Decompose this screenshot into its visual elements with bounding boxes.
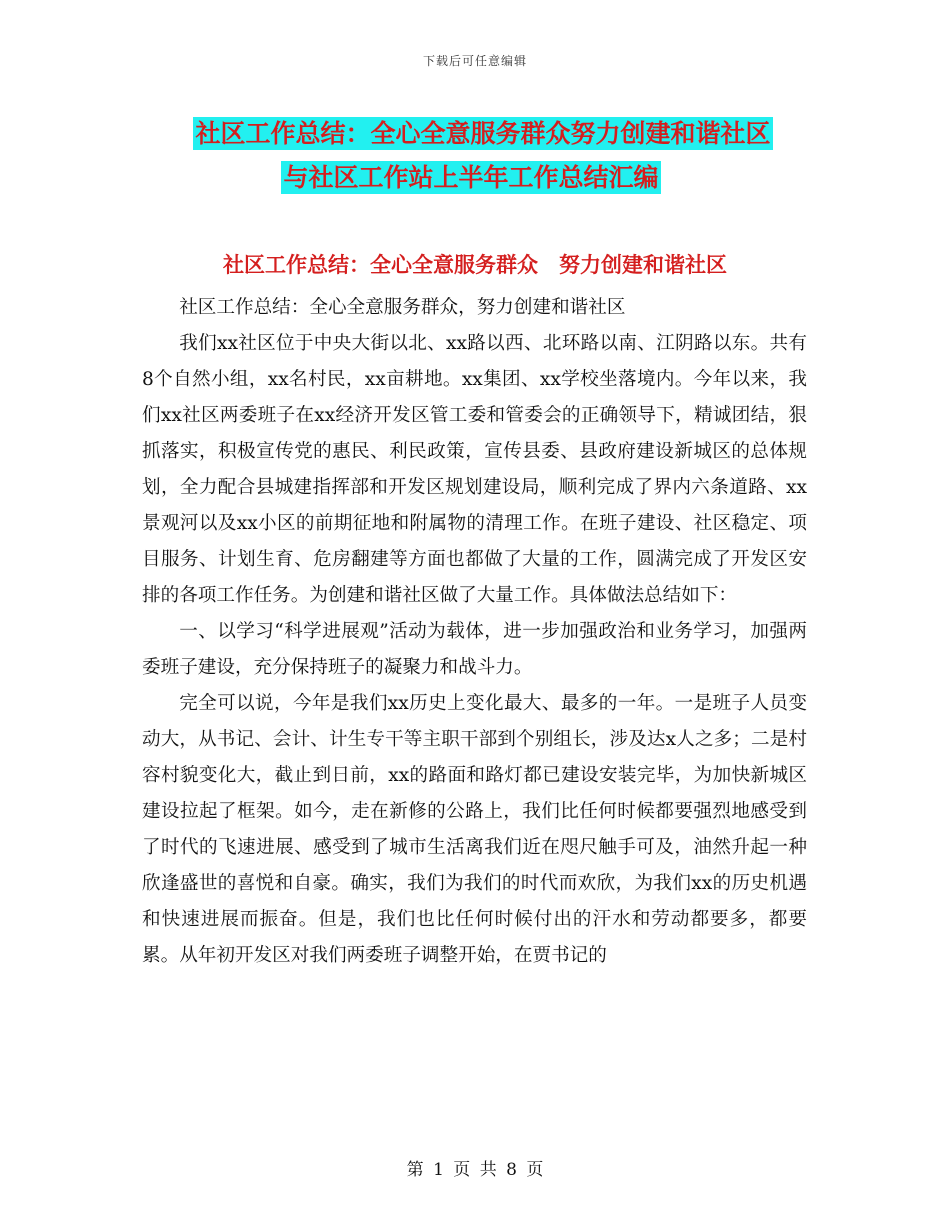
- section-heading: 社区工作总结：全心全意服务群众 努力创建和谐社区: [223, 253, 727, 277]
- body-paragraph-1: 社区工作总结：全心全意服务群众，努力创建和谐社区: [179, 297, 626, 318]
- body-paragraph-4: 完全可以说，今年是我们xx历史上变化最大、最多的一年。一是班子人员变动大，从书记、会计、计生专干等主职干部到个别组长，涉及达x人之多；二是村容村貌变化大，截止到日前，xx的路面和路灯都已建设安装完毕，为加快新城区建设拉起了框架。如今，走在新修的公路上，我们比任何时候都要强烈地感受到了时代的飞速进展、感受到了城市生活离我们近在咫尺触手可及，油然升起一种欣逢盛世的喜悦和自豪。确实，我们为我们的时代而欢欣，为我们xx的历史机遇和快速进展而振奋。但是，我们也比任何时候付出的汗水和劳动都要多，都要累。从年初开发区对我们两委班子调整开始，在贾书记的: [142, 693, 807, 966]
- document-title-line-1-text: 社区工作总结：全心全意服务群众努力创建和谐社区: [195, 119, 771, 148]
- document-title-line-2-text: 与社区工作站上半年工作总结汇编: [283, 163, 659, 192]
- page-header-note: 下载后可任意编辑: [422, 54, 527, 68]
- body-paragraph-3: 一、以学习“科学进展观”活动为载体，进一步加强政治和业务学习，加强两委班子建设，充分保持班子的凝聚力和战斗力。: [142, 621, 807, 678]
- document-title-line-2: [0, 158, 946, 194]
- page-number-footer: 第 1 页 共 8 页: [406, 1160, 544, 1180]
- document-title-line-1: [8, 114, 950, 150]
- body-paragraph-2: 我们xx社区位于中央大街以北、xx路以西、北环路以南、江阴路以东。共有8个自然小组，xx名村民，xx亩耕地。xx集团、xx学校坐落境内。今年以来，我们xx社区两委班子在xx经济开发区管工委和管委会的正确领导下，精诚团结，狠抓落实，积极宣传党的惠民、利民政策，宣传县委、县政府建设新城区的总体规划，全力配合县城建指挥部和开发区规划建设局，顺利完成了界内六条道路、xx景观河以及xx小区的前期征地和附属物的清理工作。在班子建设、社区稳定、项目服务、计划生育、危房翻建等方面也都做了大量的工作，圆满完成了开发区安排的各项工作任务。为创建和谐社区做了大量工作。具体做法总结如下：: [142, 333, 807, 606]
- document-body: [142, 290, 807, 974]
